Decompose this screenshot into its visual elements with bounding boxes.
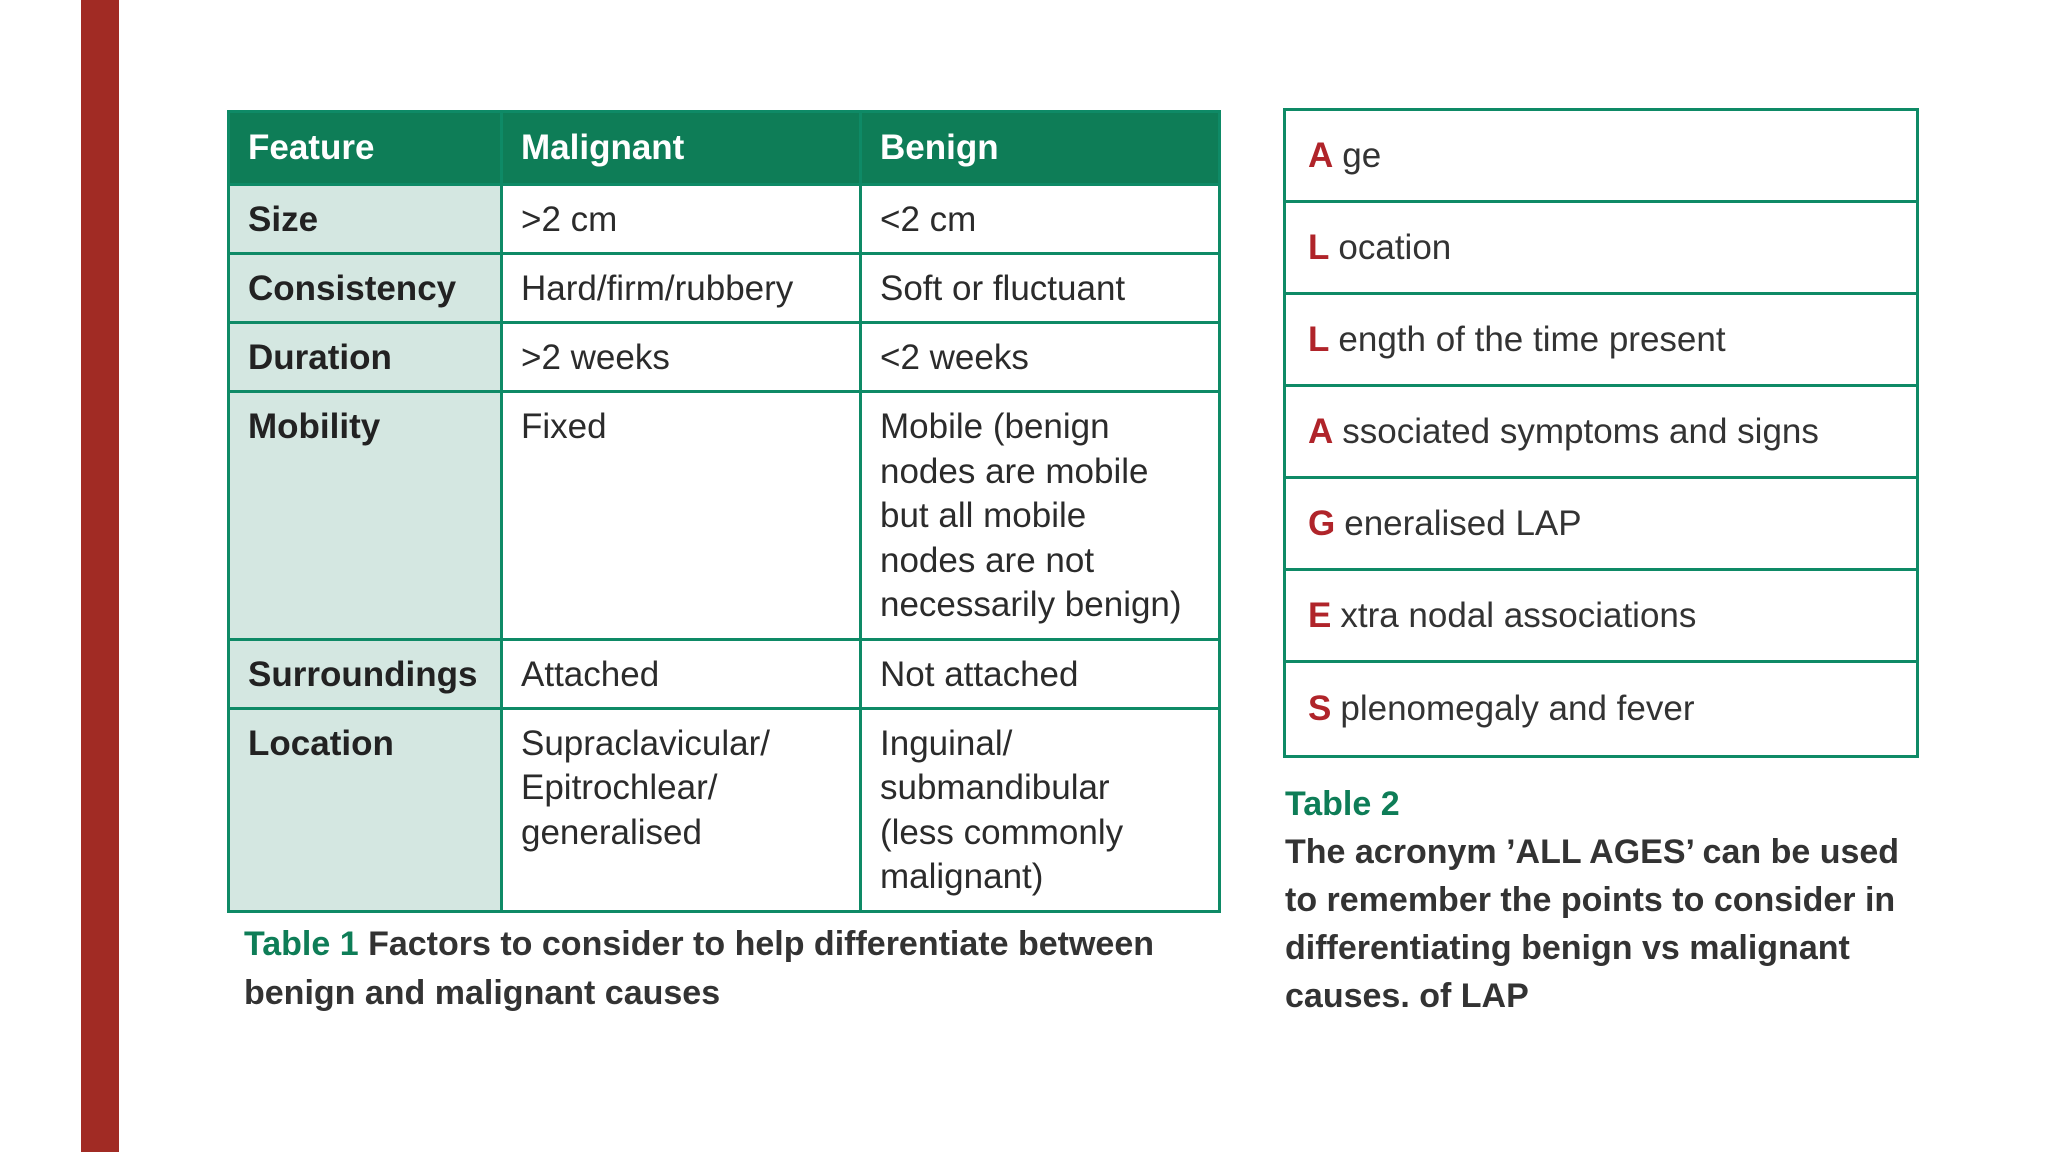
cell-line: malignant) xyxy=(880,857,1044,896)
feature-cell: Duration xyxy=(229,323,502,392)
acronym-letter: A xyxy=(1308,135,1334,175)
table-1-caption-text-2: benign and malignant causes xyxy=(244,974,721,1012)
cell-line: Inguinal/ xyxy=(880,723,1013,763)
table-row xyxy=(229,708,1220,911)
cell-line: Epitrochlear/ xyxy=(521,768,718,807)
benign-cell xyxy=(861,185,1220,254)
malignant-cell xyxy=(502,639,861,708)
header-benign: Benign xyxy=(861,112,1220,185)
acronym-row xyxy=(1286,203,1916,295)
acronym-text: ge xyxy=(1342,135,1382,175)
acronym-letter: E xyxy=(1308,595,1332,635)
table-1-header-row xyxy=(229,112,1220,185)
cell-line: <2 weeks xyxy=(880,338,1029,377)
table-1-caption xyxy=(244,920,1204,1018)
acronym-row xyxy=(1286,571,1916,663)
acronym-text: ssociated symptoms and signs xyxy=(1342,411,1819,451)
benign-cell xyxy=(861,708,1220,911)
acronym-letter: S xyxy=(1308,689,1332,728)
acronym-row xyxy=(1286,663,1916,755)
header-malignant: Malignant xyxy=(502,112,861,185)
acronym-text: ength of the time present xyxy=(1338,319,1726,359)
acronym-row xyxy=(1286,479,1916,571)
table-1-caption-text: Factors to consider to help differentiate between xyxy=(368,925,1154,963)
table-row xyxy=(229,639,1220,708)
malignant-cell xyxy=(502,323,861,392)
table-2-caption-line: The acronym ’ALL AGES’ can be used xyxy=(1285,833,1900,871)
table-row xyxy=(229,323,1220,392)
acronym-letter: A xyxy=(1308,411,1334,451)
benign-cell xyxy=(861,639,1220,708)
malignant-cell xyxy=(502,708,861,911)
cell-line: necessarily benign) xyxy=(880,585,1182,624)
acronym-row xyxy=(1286,387,1916,479)
feature-cell: Size xyxy=(229,185,502,254)
header-feature: Feature xyxy=(229,112,502,185)
cell-line: (less commonly xyxy=(880,812,1124,852)
malignant-cell xyxy=(502,185,861,254)
cell-line: Not attached xyxy=(880,654,1079,694)
benign-cell xyxy=(861,323,1220,392)
acronym-text: plenomegaly and fever xyxy=(1340,689,1695,728)
feature-cell: Location xyxy=(229,708,502,911)
table-1-caption-label: Table 1 xyxy=(244,925,359,963)
acronym-row xyxy=(1286,295,1916,387)
side-accent-bar xyxy=(81,0,119,1152)
malignant-cell xyxy=(502,392,861,640)
table-1-features xyxy=(227,110,1221,913)
cell-line: generalised xyxy=(521,812,702,852)
cell-line: nodes are mobile xyxy=(880,451,1149,491)
table-row xyxy=(229,254,1220,323)
cell-line: Mobile (benign xyxy=(880,407,1110,446)
acronym-letter: G xyxy=(1308,503,1336,543)
cell-line: Supraclavicular/ xyxy=(521,723,770,763)
feature-cell: Surroundings xyxy=(229,639,502,708)
cell-line: Attached xyxy=(521,654,660,694)
cell-line: nodes are not xyxy=(880,540,1095,580)
table-2-caption-line: causes. of LAP xyxy=(1285,977,1529,1015)
acronym-text: xtra nodal associations xyxy=(1340,595,1697,635)
acronym-text: eneralised LAP xyxy=(1344,503,1582,543)
benign-cell xyxy=(861,392,1220,640)
malignant-cell xyxy=(502,254,861,323)
cell-line: Soft or fluctuant xyxy=(880,269,1126,308)
acronym-letter: L xyxy=(1308,227,1330,267)
cell-line: Hard/firm/rubbery xyxy=(521,269,794,308)
feature-cell: Consistency xyxy=(229,254,502,323)
table-row xyxy=(229,392,1220,640)
cell-line: <2 cm xyxy=(880,200,977,239)
cell-line: >2 weeks xyxy=(521,338,670,377)
table-2-caption-label: Table 2 xyxy=(1285,785,1400,823)
acronym-text: ocation xyxy=(1338,227,1452,267)
table-2-caption-line: to remember the points to consider in xyxy=(1285,881,1896,919)
cell-line: Fixed xyxy=(521,407,607,446)
cell-line: >2 cm xyxy=(521,200,618,239)
feature-cell: Mobility xyxy=(229,392,502,640)
table-2-caption xyxy=(1285,780,1945,1020)
cell-line: submandibular xyxy=(880,768,1110,807)
acronym-letter: L xyxy=(1308,319,1330,359)
table-row xyxy=(229,185,1220,254)
table-2-acronym xyxy=(1283,108,1919,758)
cell-line: but all mobile xyxy=(880,496,1087,535)
benign-cell xyxy=(861,254,1220,323)
table-2-caption-line: differentiating benign vs malignant xyxy=(1285,929,1850,967)
acronym-row xyxy=(1286,111,1916,203)
